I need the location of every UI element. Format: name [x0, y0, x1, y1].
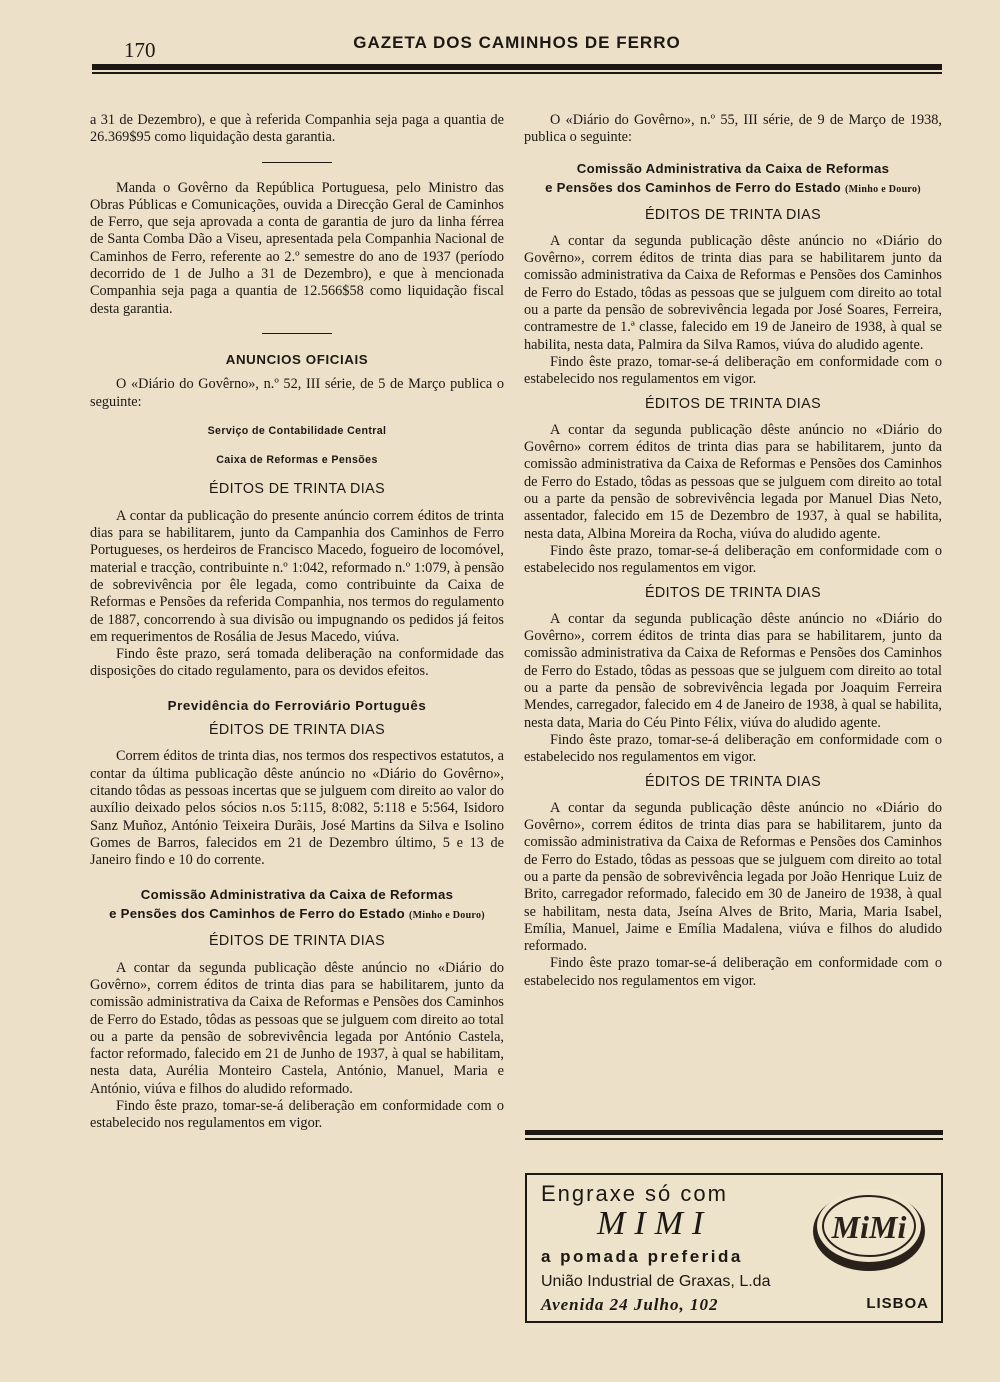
- notice-heading: ÉDITOS DE TRINTA DIAS: [208, 722, 386, 739]
- commission-heading: [90, 885, 504, 925]
- left-column: [90, 112, 504, 1133]
- paragraph: Findo êste prazo, tomar-se-á deliberação em conformidade com o estabelecido nos regulamentos em vigor.: [524, 731, 942, 766]
- paragraph: A contar da segunda publicação dêste anúncio no «Diário do Govêrno», correm éditos de trinta dias para se habilitarem junto da comissão administrativa da Caixa de Reformas e Pensões dos Caminhos de Ferro do Estado, tôdas as pessoas que se julguem com direito ao total ou a parte da pensão de sobrevivência legada por José Soares, Ferreira, contramestre de 1.ª classe, falecido em 19 de Janeiro de 1938, à qual se habilita, nesta data, Palmira da Silva Ramos, viúva do aludido agente.: [524, 232, 942, 353]
- notice-heading: ÉDITOS DE TRINTA DIAS: [208, 481, 386, 498]
- advertisement-box: [525, 1173, 943, 1323]
- notice-heading: ÉDITOS DE TRINTA DIAS: [208, 933, 386, 950]
- notice-heading: ÉDITOS DE TRINTA DIAS: [644, 206, 822, 223]
- commission-heading: [524, 159, 942, 199]
- commission-heading-line: e Pensões dos Caminhos de Ferro do Estado: [109, 906, 405, 922]
- notice-heading: ÉDITOS DE TRINTA DIAS: [644, 773, 822, 790]
- publication-title: GAZETA DOS CAMINHOS DE FERRO: [353, 33, 681, 52]
- polish-tin-logo: [809, 1179, 929, 1275]
- commission-heading-line: Comissão Administrativa da Caixa de Reformas: [576, 160, 890, 176]
- paragraph: Correm éditos de trinta dias, nos termos dos respectivos estatutos, a contar da última publicação dêste anúncio no «Diário do Govêrno», citando tôdas as pessoas incertas que se julguem com direito ao valor do auxílio deixado pelos sócios n.os 5:115, 8:082, 5:118 e 5:564, Isidoro Sanz Muñoz, António Teixeira Durãis, José Martins da Silva e Isolino Gomes de Barros, falecidos em 21 de Dezembro último, 5 e 13 de Janeiro findo e 10 do corrente.: [90, 748, 504, 869]
- paragraph: Findo êste prazo, será tomada deliberação na conformidade das disposições do citado regulamento, para os devidos efeitos.: [90, 646, 504, 680]
- ad-brand-name: MIMI: [597, 1205, 713, 1242]
- right-column: [524, 112, 942, 990]
- ad-city: LISBOA: [866, 1295, 929, 1312]
- logo-text: MiMi: [831, 1209, 907, 1245]
- ad-tagline: a pomada preferida: [541, 1247, 743, 1266]
- section-separator: [262, 333, 332, 334]
- notice-heading: ÉDITOS DE TRINTA DIAS: [644, 395, 822, 412]
- page-number: 170: [124, 38, 156, 62]
- ad-slogan: Engraxe só com: [541, 1181, 728, 1206]
- paragraph: A contar da publicação do presente anúncio correm éditos de trinta dias para se habilitarem, junto da Campanhia dos Caminhos de Ferro Portugueses, os herdeiros de Francisco Macedo, fogueiro de locomóvel, material e tracção, contribuinte n.º 1:042, reformado n.º 1:079, à pensão de sobrevivência por êle legada, como contribuinte da Caixa de Reformas e Pensões da referida Companhia, nos termos do regulamento de 1887, concorrendo à sua divisão ou impugnando os pedidos já feitos em requerimentos de Rosália de Jesus Macedo, viúva.: [90, 507, 504, 645]
- paragraph: a 31 de Dezembro), e que à referida Companhia seja paga a quantia de 26.369$95 como liquidação desta garantia.: [90, 112, 504, 146]
- commission-heading-region: (Minho e Douro): [844, 183, 921, 195]
- paragraph: Findo êste prazo, tomar-se-á deliberação em conformidade com o estabelecido nos regulamentos em vigor.: [524, 353, 942, 388]
- commission-heading-region: (Minho e Douro): [408, 910, 485, 922]
- paragraph: A contar da segunda publicação dêste anúncio no «Diário do Govêrno» correm éditos de trinta dias para se habilitarem, junto da comissão administrativa da Caixa de Reformas e Pensões dos Caminhos de Ferro do Estado, tôdas as pessoas que se julguem com direito ao total ou a parte da pensão de sobrevivência legada por Manuel Dias Neto, assentador, falecido em 15 de Dezembro de 1937, à qual se habilita, nesta data, Albina Moreira da Rocha, viúva do aludido agente.: [524, 421, 942, 542]
- section-heading: Previdência do Ferroviário Português: [167, 697, 427, 713]
- ad-rule-thick: [525, 1130, 943, 1135]
- paragraph: A contar da segunda publicação dêste anúncio no «Diário do Govêrno», correm éditos de trinta dias para se habilitarem, junto da comissão administrativa da Caixa de Reformas e Pensões dos Caminhos de Ferro do Estado, tôdas as pessoas que se julguem com direito ao total ou a parte da pensão de sobrevivência legada por Joaquim Ferreira Mendes, carregador, falecido em 4 de Janeiro de 1938, à qual se habilita, nesta data, Maria do Céu Pinto Félix, viúva do aludido agente.: [524, 610, 942, 731]
- header-rule-thin: [92, 72, 942, 74]
- ad-company: União Industrial de Graxas, L.da: [541, 1273, 771, 1290]
- ad-address: Avenida 24 Julho, 102: [541, 1295, 719, 1314]
- paragraph: O «Diário do Govêrno», n.º 52, III série, de 5 de Março publica o seguinte:: [90, 376, 504, 410]
- paragraph: A contar da segunda publicação dêste anúncio no «Diário do Govêrno», correm éditos de trinta dias para se habilitarem, junto da comissão administrativa da Caixa de Reformas e Pensões dos Caminhos de Ferro do Estado, tôdas as pessoas que se julguem com direito ao total ou a parte da pensão de sobrevivência legada por António Castela, factor reformado, falecido em 21 de Junho de 1937, à qual se habilitam, nesta data, Aurélia Monteiro Castela, António, Manuel, Maria e António, viúva e filhos do aludido reformado.: [90, 959, 504, 1097]
- paragraph: O «Diário do Govêrno», n.º 55, III série, de 9 de Março de 1938, publica o seguinte:: [524, 112, 942, 146]
- header-rule-thick: [92, 64, 942, 70]
- paragraph: Findo êste prazo tomar-se-á deliberação em conformidade com o estabelecido nos regulamentos em vigor.: [524, 955, 942, 989]
- commission-heading-line: e Pensões dos Caminhos de Ferro do Estado: [545, 179, 841, 195]
- subheading: Caixa de Reformas e Pensões: [216, 454, 378, 467]
- notice-heading: ÉDITOS DE TRINTA DIAS: [644, 584, 822, 601]
- paragraph: A contar da segunda publicação dêste anúncio no «Diário do Govêrno», correm éditos de trinta dias para se habilitarem, junto da comissão administrativa da Caixa de Reformas e Pensões dos Caminhos de Ferro do Estado, tôdas as pessoas que se julguem com direito ao total ou a parte da pensão de sobrevivência legada por João Henrique Luiz de Brito, carregador reformado, falecido em 30 de Janeiro de 1938, à qual se habilitam, nesta data, Jseína Alves de Brito, Maria, Maria Isabel, Emília, Manuel, Jaime e Emília Madalena, viúva e filhos do aludido reformado.: [524, 799, 942, 955]
- section-separator: [262, 162, 332, 163]
- section-heading: ANUNCIOS OFICIAIS: [225, 351, 369, 367]
- paragraph: Findo êste prazo, tomar-se-á deliberação em conformidade com o estabelecido nos regulamentos em vigor.: [524, 542, 942, 577]
- subheading: Serviço de Contabilidade Central: [207, 424, 387, 437]
- commission-heading-line: Comissão Administrativa da Caixa de Reformas: [140, 887, 454, 903]
- paragraph: Findo êste prazo, tomar-se-á deliberação em conformidade com o estabelecido nos regulamentos em vigor.: [90, 1098, 504, 1132]
- ad-rule-thin: [525, 1138, 943, 1140]
- paragraph: Manda o Govêrno da República Portuguesa, pelo Ministro das Obras Públicas e Comunicações, ouvida a Direcção Geral de Caminhos de Ferro, que seja aprovada a conta de garantia de juro da linha férrea de Santa Comba Dão a Viseu, apresentada pela Companhia Nacional de Caminhos de Ferro, referente ao 2.º semestre do ano de 1937 (período decorrido de 1 de Julho a 31 de Dezembro), e que à mencionada Companhia seja paga a quantia de 12.566$58 como liquidação fiscal desta garantia.: [90, 179, 504, 317]
- page-header: [92, 30, 942, 76]
